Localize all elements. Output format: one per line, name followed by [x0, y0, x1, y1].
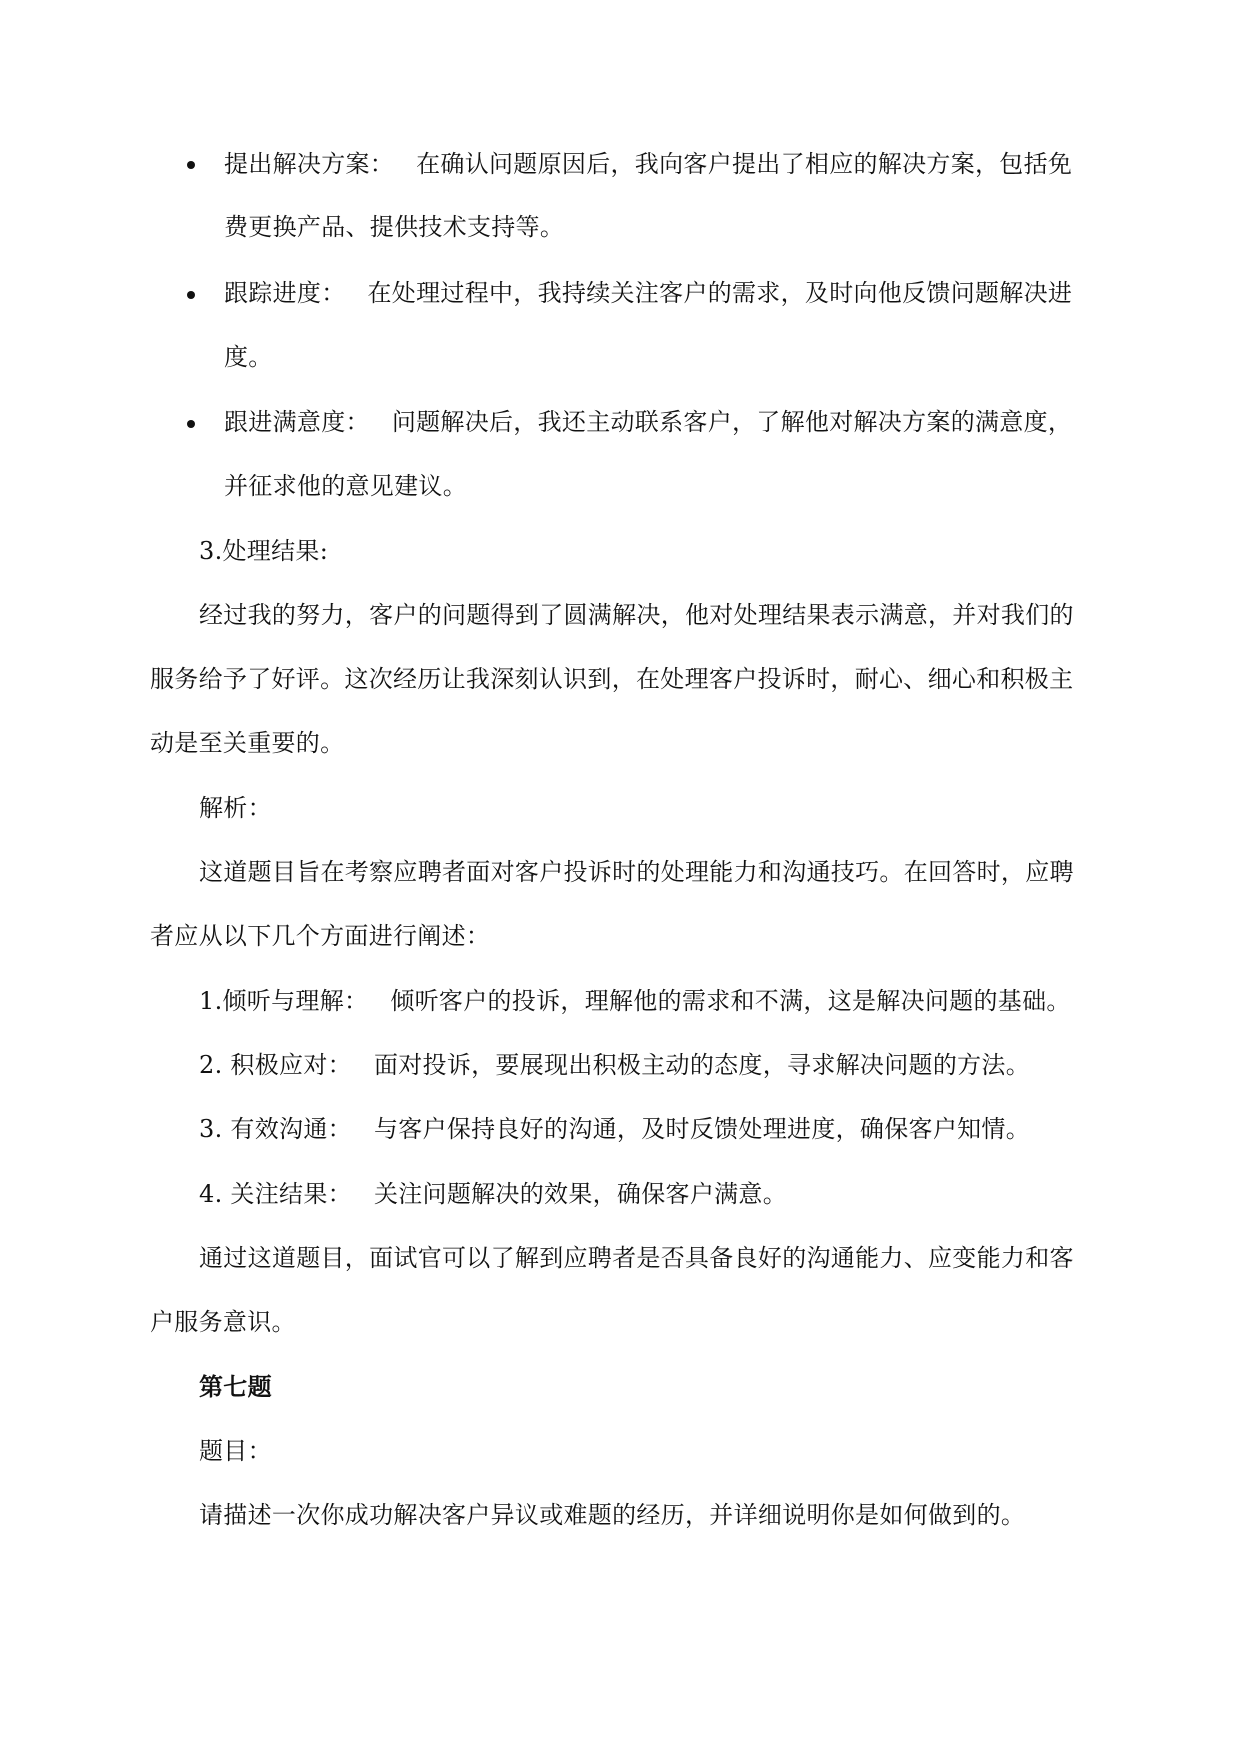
bullet-3-line-1 [224, 406, 1072, 438]
point-label: 3. 有效沟通： [199, 1115, 352, 1143]
analysis-para-line-1: 这道题目旨在考察应聘者面对客户投诉时的处理能力和沟通技巧。在回答时，应聘 [199, 858, 1074, 886]
result-heading: 3.处理结果: [199, 537, 329, 565]
bullet-3-line-2: 并征求他的意见建议。 [224, 472, 467, 500]
summary-para-line-2: 户服务意识。 [150, 1308, 296, 1336]
bullet-icon [187, 420, 195, 428]
bullet-1-line-2: 费更换产品、提供技术支持等。 [224, 213, 565, 241]
bullet-2-line-1 [224, 277, 1072, 309]
bullet-label: 跟进满意度： [224, 408, 370, 436]
bullet-label: 跟踪进度： [224, 279, 346, 307]
point-3 [199, 1113, 1030, 1145]
result-para-line-1: 经过我的努力，客户的问题得到了圆满解决，他对处理结果表示满意，并对我们的 [199, 601, 1074, 629]
result-para-line-3: 动是至关重要的。 [150, 729, 345, 757]
point-text: 倾听客户的投诉，理解他的需求和不满，这是解决问题的基础。 [390, 987, 1071, 1015]
point-1 [199, 985, 1071, 1017]
summary-para-line-1: 通过这道题目，面试官可以了解到应聘者是否具备良好的沟通能力、应变能力和客 [199, 1244, 1074, 1272]
point-label: 1.倾听与理解： [199, 987, 369, 1015]
result-para-line-2: 服务给予了好评。这次经历让我深刻认识到，在处理客户投诉时，耐心、细心和积极主 [150, 665, 1074, 693]
point-4 [199, 1178, 787, 1210]
point-label: 2. 积极应对： [199, 1051, 352, 1079]
bullet-text: 问题解决后，我还主动联系客户，了解他对解决方案的满意度， [391, 408, 1073, 436]
analysis-heading: 解析： [199, 794, 272, 822]
bullet-text: 在确认问题原因后，我向客户提出了相应的解决方案，包括免 [416, 150, 1073, 178]
bullet-label: 提出解决方案： [224, 150, 395, 178]
point-2 [199, 1049, 1030, 1081]
bullet-icon [187, 291, 195, 299]
point-text: 关注问题解决的效果，确保客户满意。 [373, 1180, 788, 1208]
point-text: 面对投诉，要展现出积极主动的态度，寻求解决问题的方法。 [373, 1051, 1031, 1079]
question-text: 请描述一次你成功解决客户异议或难题的经历，并详细说明你是如何做到的。 [199, 1501, 1026, 1529]
point-label: 4. 关注结果： [199, 1180, 352, 1208]
analysis-para-line-2: 者应从以下几个方面进行阐述： [150, 922, 491, 950]
question-heading: 题目： [199, 1437, 272, 1465]
bullet-text: 在处理过程中，我持续关注客户的需求，及时向他反馈问题解决进 [367, 279, 1073, 307]
bullet-1-line-1 [224, 148, 1072, 180]
bullet-2-line-2: 度。 [224, 343, 273, 371]
section-title: 第七题 [199, 1372, 272, 1401]
bullet-icon [187, 161, 195, 169]
point-text: 与客户保持良好的沟通，及时反馈处理进度，确保客户知情。 [373, 1115, 1031, 1143]
